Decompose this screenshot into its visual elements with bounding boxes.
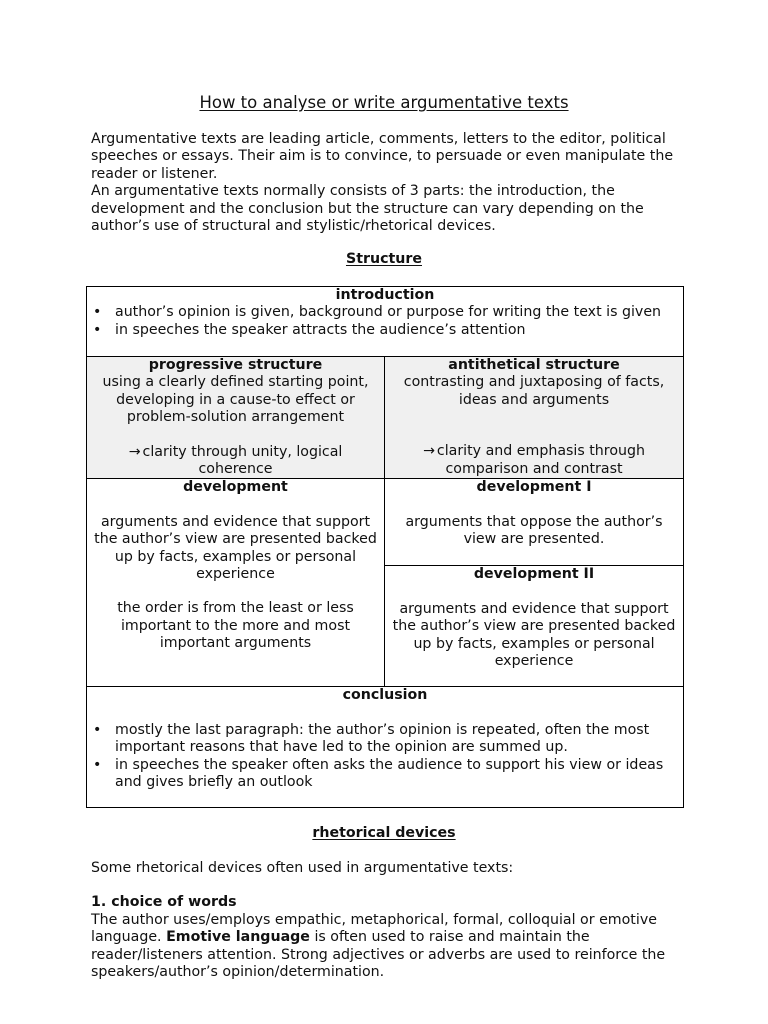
device-1-text: [91, 912, 691, 982]
development-text-2: the order is from the least or less important to the more and most important arguments: [117, 600, 354, 652]
development-row-1: [87, 479, 684, 566]
progressive-structure-cell: [87, 357, 385, 479]
development-2-text: arguments and evidence that support the author’s view are presented backed up by facts, examples or personal experience: [392, 600, 676, 670]
device-1-number: 1.: [91, 894, 107, 911]
structure-type-row: [87, 357, 684, 479]
antithetical-structure-heading: antithetical structure: [448, 357, 620, 373]
development-heading: development: [183, 479, 288, 496]
device-1-bold-term: Emotive language: [166, 929, 310, 946]
antithetical-structure-description: contrasting and juxtaposing of facts, ideas and arguments: [403, 374, 665, 408]
introduction-list: [91, 304, 679, 339]
progressive-structure-description: using a clearly defined starting point, developing in a cause-to effect or problem-solution arrangement: [102, 374, 369, 426]
devices-intro: Some rhetorical devices often used in argumentative texts:: [91, 860, 514, 876]
progressive-structure-result: [91, 444, 380, 479]
device-1-heading: [91, 894, 691, 911]
list-item: • in speeches the speaker attracts the audience’s attention: [115, 322, 679, 339]
development-1-cell: [385, 479, 684, 566]
introduction-row: [87, 287, 684, 357]
introduction-cell: [87, 287, 684, 357]
development-1-heading: development I: [476, 479, 592, 496]
structure-heading: Structure: [345, 251, 422, 267]
development-2-heading: development II: [473, 566, 595, 583]
progressive-structure-heading: progressive structure: [148, 357, 323, 373]
development-cell: [87, 479, 385, 687]
development-2-cell: [385, 566, 684, 687]
device-1-text-a: The author uses/employs empathic, metaphorical, formal, colloquial or emotive language.: [91, 911, 657, 946]
antithetical-structure-result: [389, 443, 679, 478]
list-item: • author’s opinion is given, background or purpose for writing the text is given: [115, 304, 679, 321]
page-title: How to analyse or write argumentative texts: [199, 93, 569, 112]
intro-section: [91, 131, 691, 235]
device-1-text-b: is often used to raise and maintain the reader/listeners attention. Strong adjectives or adverbs are used to reinforce the speakers/author’s opinion/determination.: [91, 929, 666, 981]
development-text-1: arguments and evidence that support the author’s view are presented backed up by facts, examples or personal experience: [94, 513, 377, 583]
conclusion-cell: [87, 687, 684, 808]
progressive-structure-result-text: clarity through unity, logical coherence: [142, 443, 343, 478]
conclusion-list: [91, 722, 679, 792]
intro-paragraph-1: Argumentative texts are leading article, comments, letters to the editor, political speeches or essays. Their aim is to convince, to persuade or even manipulate the reader or listener.: [91, 131, 674, 182]
intro-paragraph-2: An argumentative texts normally consists of 3 parts: the introduction, the development and the conclusion but the structure can vary depending on the author’s use of structural and stylistic/rhetorical devices.: [91, 183, 644, 235]
antithetical-structure-cell: [385, 357, 684, 479]
rhetorical-devices-section: [91, 860, 691, 981]
introduction-heading: introduction: [335, 287, 435, 303]
list-item: • in speeches the speaker often asks the audience to support his view or ideas and gives briefly an outlook: [115, 757, 679, 792]
conclusion-heading: conclusion: [342, 687, 428, 704]
arrow-icon: →: [423, 443, 435, 460]
device-1-title: choice of words: [111, 894, 237, 911]
conclusion-row: [87, 687, 684, 808]
rhetorical-devices-heading: rhetorical devices: [312, 825, 456, 841]
list-item: • mostly the last paragraph: the author’s opinion is repeated, often the most important reasons that have led to the opinion are summed up.: [115, 722, 679, 757]
antithetical-structure-result-text: clarity and emphasis through comparison and contrast: [436, 443, 645, 477]
structure-table: [86, 286, 684, 808]
development-1-text: arguments that oppose the author’s view are presented.: [405, 513, 663, 548]
arrow-icon: →: [128, 443, 141, 460]
